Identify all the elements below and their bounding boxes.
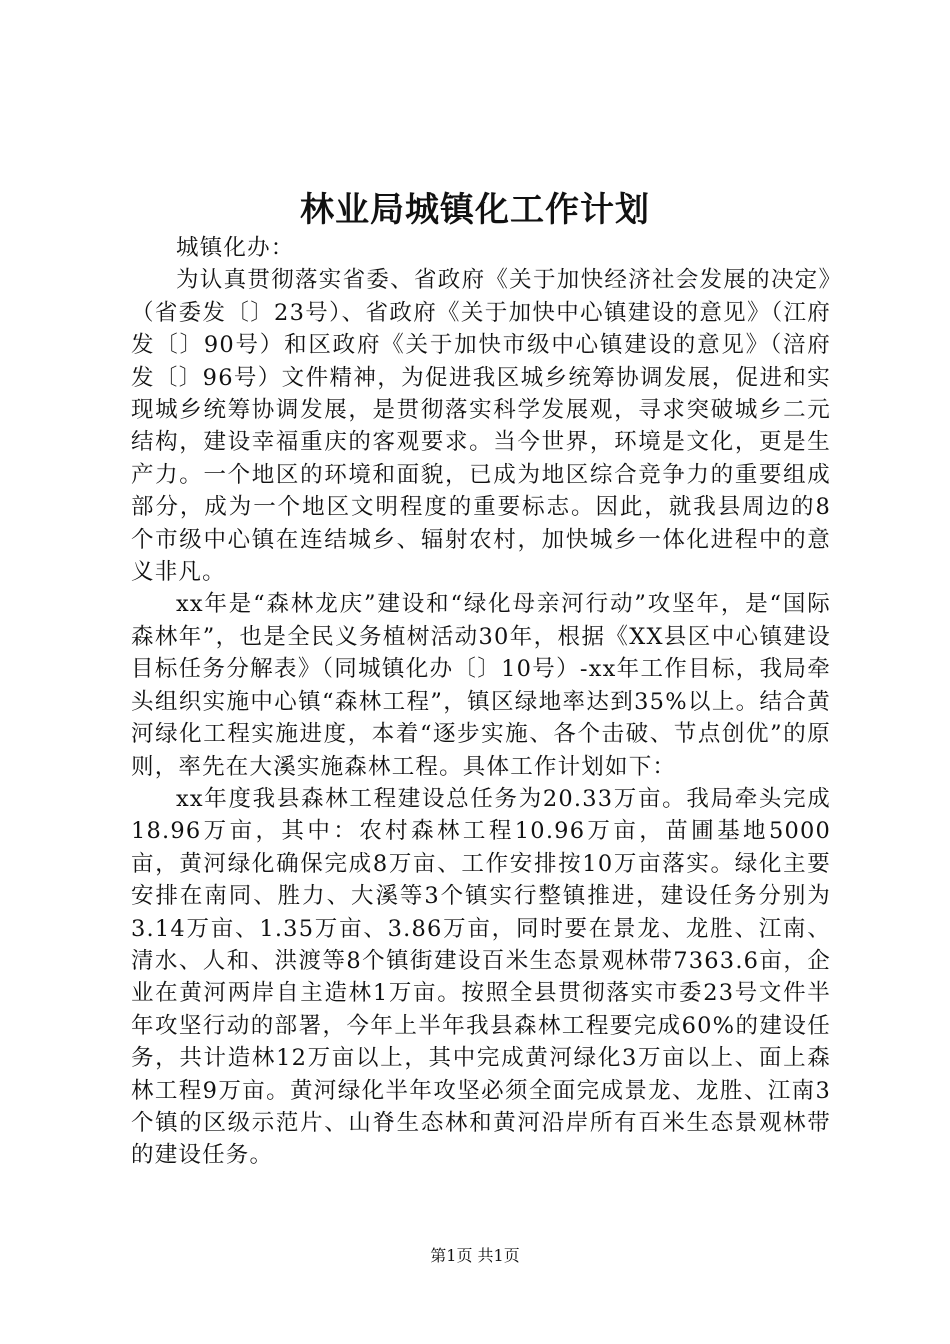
document-title: 林业局城镇化工作计划: [300, 190, 650, 230]
paragraph-1: 为认真贯彻落实省委、省政府《关于加快经济社会发展的决定》（省委发〔〕23号）、省政府《关于加快中心镇建设的意见》（江府发〔〕90号）和区政府《关于加快市级中心镇建设的意见》（涪府发〔〕96号）文件精神，为促进我区城乡统筹协调发展，促进和实现城乡统筹协调发展，是贯彻落实科学发展观，寻求突破城乡二元结构，建设幸福重庆的客观要求。当今世界，环境是文化，更是生产力。一个地区的环境和面貌，已成为地区综合竞争力的重要组成部分，成为一个地区文明程度的重要标志。因此，就我县周边的8个市级中心镇在连结城乡、辐射农村，加快城乡一体化进程中的意义非凡。: [131, 267, 831, 586]
document-body: [131, 232, 831, 1172]
paragraph-3: xx年度我县森林工程建设总任务为20.33万亩。我局牵头完成18.96万亩，其中：农村森林工程10.96万亩，苗圃基地5000亩，黄河绿化确保完成8万亩、工作安排按10万亩落实。绿化主要安排在南同、胜力、大溪等3个镇实行整镇推进，建设任务分别为3.14万亩、1.35万亩、3.86万亩，同时要在景龙、龙胜、江南、清水、人和、洪渡等8个镇街建设百米生态景观林带7363.6亩，企业在黄河两岸自主造林1万亩。按照全县贯彻落实市委23号文件半年攻坚行动的部署，今年上半年我县森林工程要完成60%的建设任务，共计造林12万亩以上，其中完成黄河绿化3万亩以上、面上森林工程9万亩。黄河绿化半年攻坚必须全面完成景龙、龙胜、江南3个镇的区级示范片、山脊生态林和黄河沿岸所有百米生态景观林带的建设任务。: [131, 785, 831, 1169]
paragraph-2: xx年是“森林龙庆”建设和“绿化母亲河行动”攻坚年，是“国际森林年”，也是全民义务植树活动30年，根据《XX县区中心镇建设目标任务分解表》（同城镇化办〔〕10号）-xx年工作目标，我局牵头组织实施中心镇“森林工程”，镇区绿地率达到35%以上。结合黄河绿化工程实施进度，本着“逐步实施、各个击破、节点创优”的原则，率先在大溪实施森林工程。具体工作计划如下：: [131, 591, 831, 780]
addressee: 城镇化办：: [176, 235, 295, 261]
page-footer: 第1页 共1页: [430, 1246, 520, 1265]
